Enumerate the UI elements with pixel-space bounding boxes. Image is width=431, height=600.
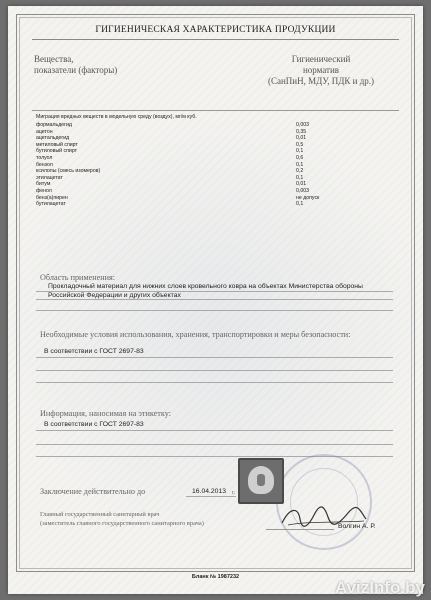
conditions-text: В соответствии с ГОСТ 2697-83: [44, 348, 144, 355]
substance-name: ацетон: [36, 128, 53, 135]
norm-value: 0,2: [296, 168, 304, 175]
substance-name: метиловый спирт: [36, 141, 78, 148]
column-header-substances: [34, 54, 117, 76]
signatory-name: Волгин А. Р.: [338, 523, 376, 530]
table-row: [36, 129, 396, 136]
column-header-norm-line: (СанПиН, МДУ, ПДК и др.): [267, 76, 375, 86]
underline: [36, 291, 393, 292]
underline: [36, 310, 393, 311]
substance-name: ацетальдегид: [36, 135, 70, 142]
signatory-title-line: Главный государственный санитарный врач: [40, 511, 160, 518]
norm-value: 0,1: [296, 201, 304, 208]
document-title: ГИГИЕНИЧЕСКАЯ ХАРАКТЕРИСТИКА ПРОДУКЦИИ: [95, 25, 336, 35]
underline: [36, 430, 393, 431]
table-row: [36, 142, 396, 149]
migration-intro: Миграция вредных веществ в модельную среду (воздух), мг/м куб.: [36, 114, 197, 120]
validity-label: Заключение действительно до: [40, 487, 146, 496]
validity-underline: [186, 496, 236, 497]
table-row: [36, 162, 396, 169]
column-header-substances-line: показатели (факторы): [34, 65, 118, 75]
norm-value: 0,6: [296, 154, 304, 161]
norm-value: не допуск: [296, 194, 320, 201]
conditions-title: Необходимые условия использования, хранения, транспортировки и меры безопасности:: [40, 330, 351, 339]
substance-name: бутилацетат: [36, 201, 66, 208]
norm-value: 0,01: [296, 181, 307, 188]
underline: [36, 299, 393, 300]
certificate-page: [8, 6, 423, 594]
application-title: Область применения:: [40, 273, 116, 282]
signatory-title-line: (заместитель главного государственного санитарного врача): [40, 519, 204, 527]
title-divider: [32, 39, 399, 40]
norm-value: 0,01: [296, 135, 307, 142]
table-row: [36, 122, 396, 129]
column-header-substances-line: Вещества,: [34, 54, 74, 64]
norm-value: 0,35: [296, 128, 307, 135]
table-row: [36, 181, 396, 188]
site-watermark: AvizInfo.by: [334, 578, 425, 597]
norm-value: 0,1: [296, 148, 304, 155]
table-row: [36, 168, 396, 175]
application-text: Прокладочный материал для нижних слоев кровельного ковра на объектах Министерства обороны Российской Федерации и других объектах: [48, 283, 363, 299]
norm-value: 0,5: [296, 141, 304, 148]
substance-name: ксилолы (смесь изомеров): [36, 168, 101, 175]
hologram-seal-icon: [238, 458, 284, 504]
column-header-norm-line: Гигиенический: [291, 54, 351, 64]
table-row: [36, 148, 396, 155]
signatory-title: [40, 511, 290, 528]
table-row: [36, 135, 396, 142]
substance-name: бутиловый спирт: [36, 148, 77, 155]
substance-name: фенол: [36, 187, 52, 194]
column-header-norm-line: норматив: [302, 65, 340, 75]
eagle-emblem-icon: [248, 466, 274, 494]
header-divider: [32, 110, 399, 111]
validity-suffix: г.: [232, 490, 236, 496]
table-row: [36, 175, 396, 182]
underline: [36, 357, 393, 358]
label-info-title: Информация, наносимая на этикетку:: [40, 409, 171, 418]
column-header-norm: [251, 54, 391, 87]
underline: [36, 444, 393, 445]
underline: [36, 370, 393, 371]
substance-name: этилацетат: [36, 174, 63, 181]
substance-name: бенз(а)пирен: [36, 194, 68, 201]
underline: [36, 382, 393, 383]
validity-date: 16.04.2013: [192, 488, 227, 495]
label-info-text: В соответствии с ГОСТ 2697-83: [44, 421, 144, 428]
norm-value: 0,1: [296, 174, 304, 181]
signature-line: [266, 529, 334, 530]
substance-name: толуол: [36, 154, 53, 161]
substance-name: формальдегид: [36, 122, 72, 128]
table-row: [36, 201, 396, 208]
substances-table: [36, 114, 396, 208]
norm-value: 0,003: [296, 187, 309, 194]
norm-value: 0,003: [296, 122, 309, 128]
norm-value: 0,1: [296, 161, 304, 168]
table-row: [36, 195, 396, 202]
table-row: [36, 155, 396, 162]
table-row: [36, 188, 396, 195]
blank-number: Бланк № 1987232: [191, 574, 240, 580]
substance-name: битум: [36, 181, 51, 188]
substance-name: бензол: [36, 161, 53, 168]
